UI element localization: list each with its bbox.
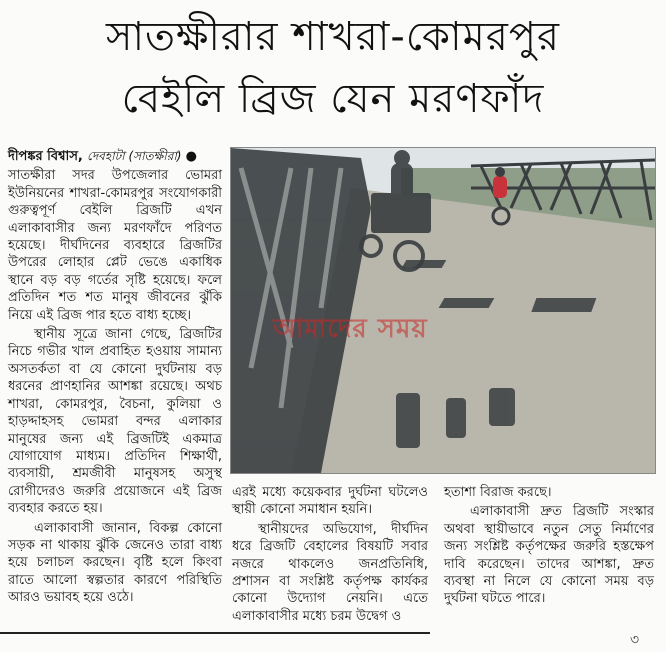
right-paragraph-2: এলাকাবাসী দ্রুত ব্রিজটি সংস্কার অথবা স্থায়ীভাবে নতুন সেতু নির্মাণের জন্য সংশ্লিষ্ট কর্তৃপক্ষের জরুরি হস্তক্ষেপ দাবি করেছেন। তাদের আশঙ্কা, দ্রুত ব্যবস্থা না নিলে যে কোনো সময় বড় দুর্ঘটনা ঘটতে পারে। bbox=[444, 504, 654, 607]
right-column bbox=[444, 484, 654, 610]
left-paragraph-1: সাতক্ষীরা সদর উপজেলার ভোমরা ইউনিয়নের শাখরা-কোমরপুর সংযোগকারী গুরুত্বপূর্ণ বেইলি ব্রিজটি এখন এলাকাবাসীর জন্য মরণফাঁদে পরিণত হয়েছে। দীর্ঘদিনের ব্যবহারে ব্রিজটির উপরের লোহার প্লেট ভেঙে একাধিক স্থানে বড় বড় গর্তের সৃষ্টি হয়েছে। ফলে প্রতিদিন শত শত মানুষ জীবনের ঝুঁকি নিয়ে এই ব্রিজ পার হতে বাধ্য হচ্ছে। bbox=[8, 168, 222, 323]
headline-line-1: সাতক্ষীরার শাখরা-কোমরপুর bbox=[106, 14, 560, 60]
middle-paragraph-2: স্থানীয়দের অভিযোগ, দীর্ঘদিন ধরে ব্রিজটি বেহালের বিষয়টি সবার নজরে থাকলেও জনপ্রতিনিধি, প্রশাসন বা সংশ্লিষ্ট কর্তৃপক্ষ কার্যকর কোনো উদ্যোগ নেয়নি। এতে এলাকাবাসীর মধ্যে চরম উদ্বেগ ও bbox=[232, 521, 428, 624]
left-paragraph-3: এলাকাবাসী জানান, বিকল্প কোনো সড়ক না থাকায় ঝুঁকি জেনেও তারা বাধ্য হয়ে চলাচল করছেন। বৃষ্টি হলে কিংবা রাতে আলো স্বল্পতার কারণে পরিস্থিতি আরও ভয়াবহ হয়ে ওঠে। bbox=[8, 520, 222, 606]
headline bbox=[0, 6, 666, 130]
middle-column bbox=[232, 484, 428, 627]
headline-line-2: বেইলি ব্রিজ যেন মরণফাঁদ bbox=[121, 76, 545, 122]
right-paragraph-1: হতাশা বিরাজ করছে। bbox=[444, 485, 552, 500]
bottom-rule bbox=[0, 632, 430, 634]
byline bbox=[8, 148, 222, 165]
newspaper-watermark: আমাদের সময় bbox=[273, 314, 428, 344]
byline-location: দেবহাটা (সাতক্ষীরা) bbox=[87, 149, 182, 163]
middle-paragraph-1: এরই মধ্যে কয়েকবার দুর্ঘটনা ঘটলেও স্থায়ী কোনো সমাধান হয়নি। bbox=[232, 485, 428, 518]
corner-page-fragment: ৩ bbox=[630, 632, 640, 648]
left-column bbox=[8, 148, 222, 609]
byline-marker-icon: ● bbox=[185, 149, 197, 164]
bridge-photo bbox=[230, 147, 656, 474]
left-paragraph-2: স্থানীয় সূত্রে জানা গেছে, ব্রিজটির নিচে গভীর খাল প্রবাহিত হওয়ায় সামান্য অসতর্কতা বা যে কোনো দুর্ঘটনায় বড় ধরনের প্রাণহানির আশঙ্কা রয়েছে। অথচ শাখরা, কোমরপুর, বৈচনা, কুলিয়া ও হাড়দ্দাহসহ ভোমরা বন্দর এলাকার মানুষের জন্য এই ব্রিজটিই একমাত্র যোগাযোগ মাধ্যম। প্রতিদিন শিক্ষার্থী, ব্যবসায়ী, শ্রমজীবী মানুষসহ অসুস্থ রোগীদেরও জরুরি প্রয়োজনে এই ব্রিজ ব্যবহার করতে হয়। bbox=[8, 327, 222, 517]
byline-name: দীপঙ্কর বিশ্বাস, bbox=[8, 149, 83, 164]
